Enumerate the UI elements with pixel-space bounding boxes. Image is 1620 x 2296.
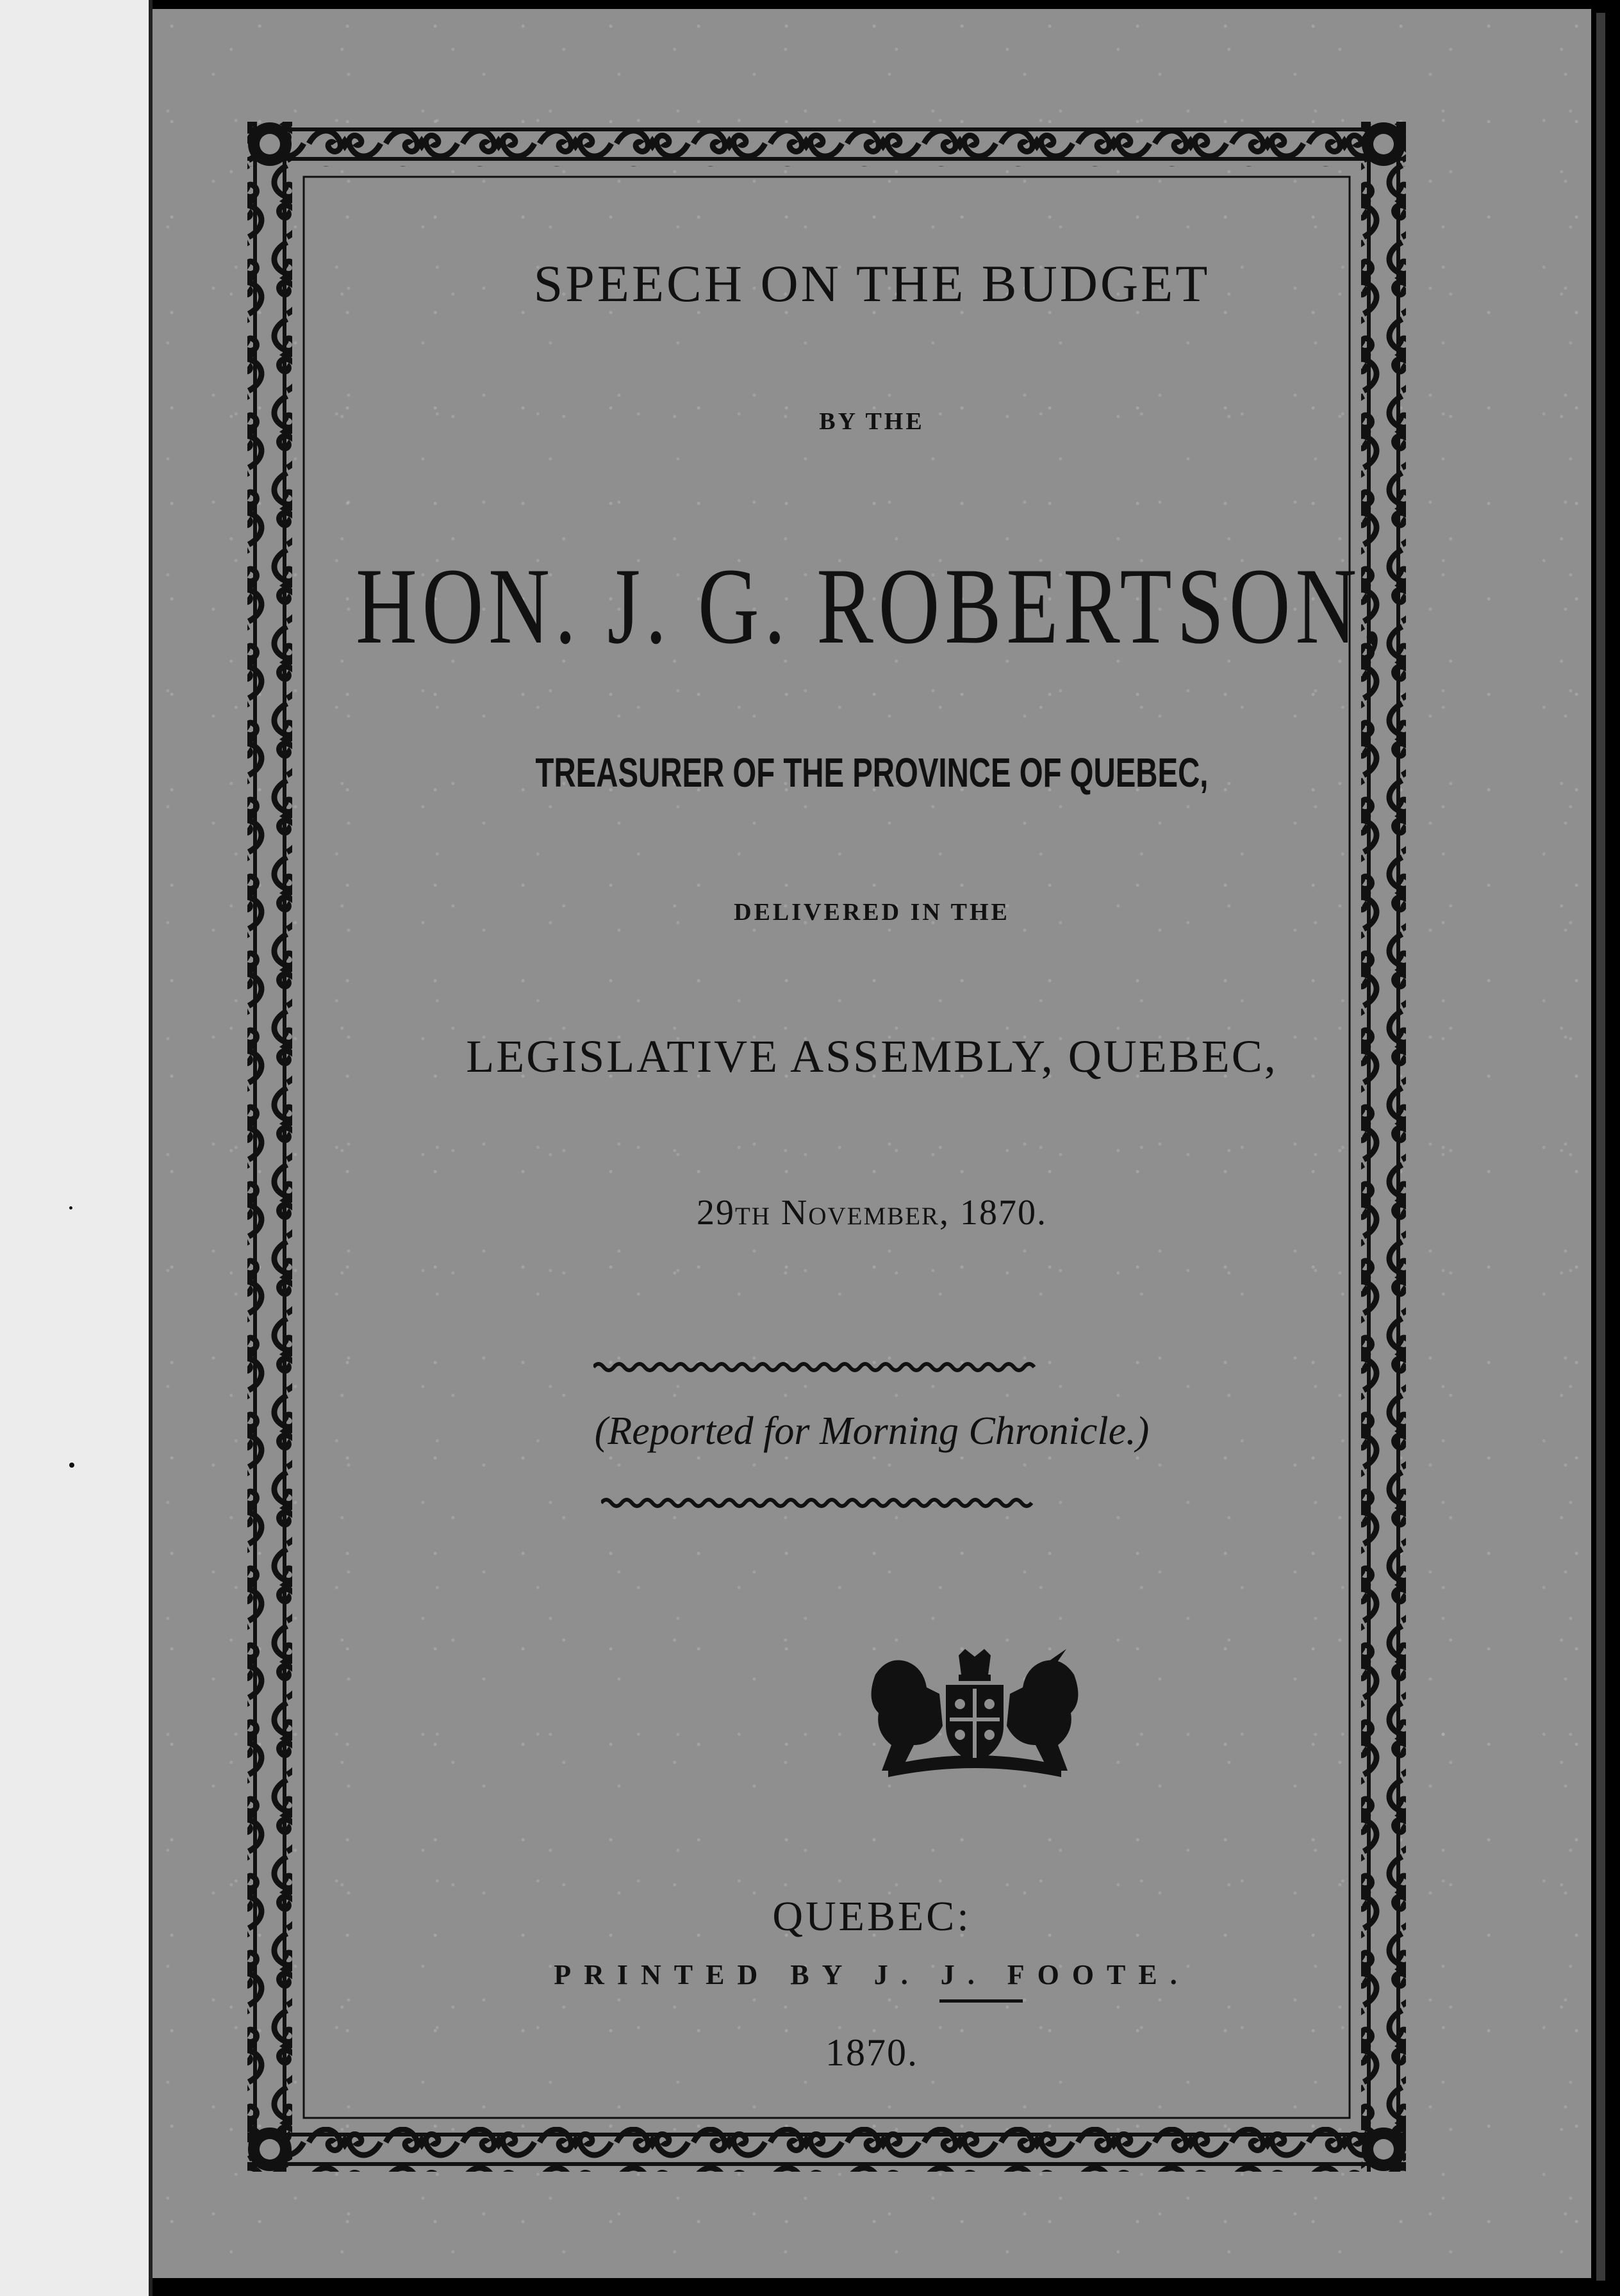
title: SPEECH ON THE BUDGET [533,254,1211,313]
ink-speck [69,1463,74,1468]
assembly-name: LEGISLATIVE ASSEMBLY, QUEBEC, [466,1031,1278,1082]
speaker-name: HON. J. G. ROBERTSON, [356,546,1388,666]
ink-speck [69,1206,72,1210]
imprint-city: QUEBEC: [772,1893,971,1940]
imprint-divider [939,1999,1023,2003]
by-the-line: BY THE [819,408,925,435]
facing-page [0,0,153,2296]
royal-coat-of-arms-icon [863,1649,1087,1784]
page-edge [1591,0,1620,2296]
title-page-cover [153,9,1591,2278]
page-edge-shadow [1596,13,1605,2281]
speech-date: 29th November, 1870. [696,1193,1048,1233]
imprint-year: 1870. [825,2031,918,2074]
wavy-rule-bottom [601,1495,1043,1511]
speaker-office: TREASURER OF THE PROVINCE OF QUEBEC, [535,750,1209,796]
delivered-in-line: DELIVERED IN THE [734,899,1010,926]
wavy-rule-top [593,1359,1042,1375]
imprint-printer: PRINTED BY J. J. FOOTE. [554,1959,1190,1990]
report-note: (Reported for Morning Chronicle.) [594,1409,1150,1453]
